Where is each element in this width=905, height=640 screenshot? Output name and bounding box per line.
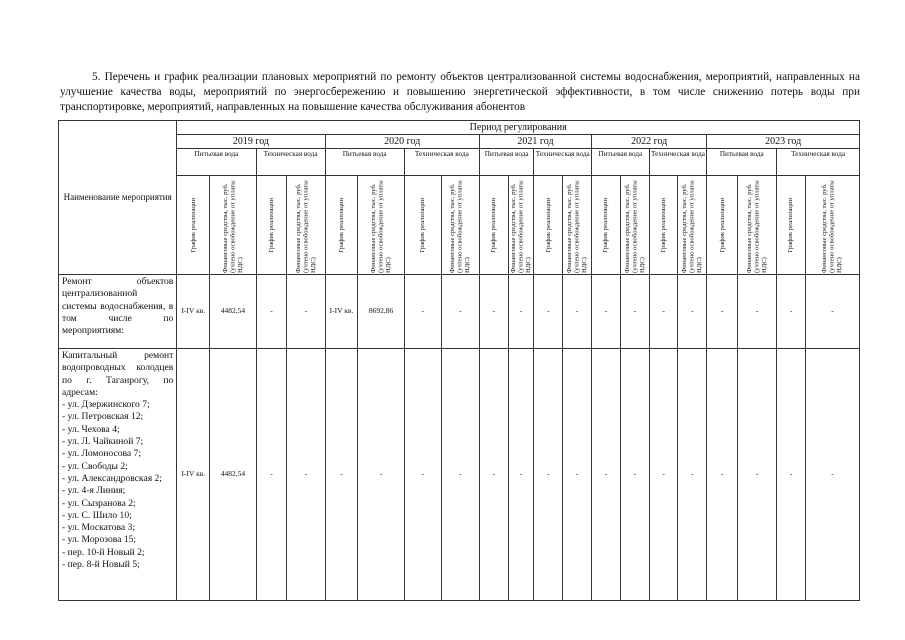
- value-cell: I-IV кв.: [177, 275, 210, 349]
- schedule-column-header: [534, 176, 563, 275]
- value-cell: -: [441, 275, 479, 349]
- column-header-text: График реализации: [602, 197, 610, 253]
- finance-column-header: [508, 176, 534, 275]
- drinking-water-header: Питьевая вода: [177, 149, 256, 176]
- document-heading: [60, 70, 860, 115]
- finance-column-header: [563, 176, 592, 275]
- value-cell: -: [649, 275, 678, 349]
- value-cell: -: [649, 349, 678, 601]
- address-item: - пер. 8-й Новый 5;: [62, 559, 140, 571]
- column-header-text: Финансовые средства, тыс. руб. (учтено освобождение от уплаты НДС): [370, 180, 392, 273]
- value-cell: -: [678, 275, 707, 349]
- period-header: Период регулирования: [177, 121, 860, 135]
- value-cell: -: [404, 349, 441, 601]
- column-headers-row: [59, 176, 860, 275]
- value-cell: I-IV кв.: [177, 349, 210, 601]
- value-cell: -: [287, 275, 325, 349]
- value-cell: 4482,54: [210, 275, 256, 349]
- table-row: [59, 349, 860, 601]
- value-cell: -: [592, 349, 621, 601]
- address-item: - ул. Ломоносова 7;: [62, 448, 142, 460]
- value-cell: -: [508, 275, 534, 349]
- address-item: - ул. Москатова 3;: [62, 522, 136, 534]
- value-cell: -: [592, 275, 621, 349]
- value-cell: -: [620, 349, 649, 601]
- column-header-text: График реализации: [718, 197, 726, 253]
- value-cell: -: [707, 349, 738, 601]
- year-header: 2019 год: [177, 135, 325, 149]
- schedule-column-header: [777, 176, 806, 275]
- years-row: [59, 135, 860, 149]
- column-header-text: График реализации: [419, 197, 427, 253]
- technical-water-header: Техническая вода: [404, 149, 479, 176]
- column-header-text: График реализации: [787, 197, 795, 253]
- column-header-text: Финансовые средства, тыс. руб. (учтено освобождение от уплаты НДС): [746, 180, 768, 273]
- address-item: - ул. Дзержинского 7;: [62, 399, 150, 411]
- technical-water-header: Техническая вода: [534, 149, 592, 176]
- schedule-column-header: [404, 176, 441, 275]
- measure-name-cell: [59, 349, 177, 601]
- value-cell: -: [678, 349, 707, 601]
- value-cell: -: [404, 275, 441, 349]
- finance-column-header: [738, 176, 777, 275]
- value-cell: -: [508, 349, 534, 601]
- value-cell: 4482,54: [210, 349, 256, 601]
- drinking-water-header: Питьевая вода: [707, 149, 777, 176]
- address-item: - ул. Чехова 4;: [62, 423, 120, 435]
- schedule-column-header: [479, 176, 508, 275]
- value-cell: -: [563, 275, 592, 349]
- address-item: - пер. 10-й Новый 2;: [62, 546, 145, 558]
- value-cell: -: [707, 275, 738, 349]
- column-header-text: Финансовые средства, тыс. руб. (учтено освобождение от уплаты НДС): [566, 180, 588, 273]
- year-header: 2023 год: [707, 135, 860, 149]
- measure-name: Капитальный ремонт водопроводных колодцев по г. Таганрогу, по адресам:: [62, 350, 174, 398]
- schedule-column-header: [177, 176, 210, 275]
- value-cell: -: [256, 349, 287, 601]
- schedule-column-header: [649, 176, 678, 275]
- finance-column-header: [441, 176, 479, 275]
- finance-column-header: [210, 176, 256, 275]
- value-cell: -: [534, 349, 563, 601]
- value-cell: -: [806, 349, 860, 601]
- value-cell: -: [325, 349, 358, 601]
- column-header-text: График реализации: [659, 197, 667, 253]
- value-cell: -: [287, 349, 325, 601]
- measure-name-cell: [59, 275, 177, 349]
- column-header-text: График реализации: [544, 197, 552, 253]
- technical-water-header: Техническая вода: [649, 149, 707, 176]
- value-cell: -: [358, 349, 404, 601]
- schedule-column-header: [592, 176, 621, 275]
- water-type-row: [59, 149, 860, 176]
- address-item: - ул. Сызранова 2;: [62, 497, 136, 509]
- year-header: 2021 год: [479, 135, 591, 149]
- address-item: - ул. С. Шило 10;: [62, 509, 132, 521]
- measure-name: Ремонт объектов централизованной системы водоснабжения, в том числе по мероприятиям:: [62, 276, 174, 337]
- drinking-water-header: Питьевая вода: [479, 149, 534, 176]
- value-cell: -: [738, 275, 777, 349]
- column-header-text: График реализации: [189, 197, 197, 253]
- value-cell: -: [777, 275, 806, 349]
- value-cell: -: [738, 349, 777, 601]
- column-header-text: Финансовые средства, тыс. руб. (учтено освобождение от уплаты НДС): [221, 180, 244, 273]
- drinking-water-header: Питьевая вода: [592, 149, 650, 176]
- value-cell: -: [441, 349, 479, 601]
- address-item: - ул. Л. Чайкиной 7;: [62, 436, 144, 448]
- table-row: [59, 275, 860, 349]
- finance-column-header: [620, 176, 649, 275]
- column-header-text: График реализации: [337, 197, 345, 253]
- address-item: - ул. 4-я Линия;: [62, 485, 126, 497]
- technical-water-header: Техническая вода: [256, 149, 325, 176]
- year-header: 2022 год: [592, 135, 707, 149]
- column-header-text: График реализации: [267, 197, 275, 253]
- value-cell: 8692,86: [358, 275, 404, 349]
- schedule-column-header: [325, 176, 358, 275]
- column-header-text: Финансовые средства, тыс. руб. (учтено освобождение от уплаты НДС): [449, 180, 472, 273]
- address-item: - ул. Морозова 15;: [62, 534, 137, 546]
- drinking-water-header: Питьевая вода: [325, 149, 404, 176]
- column-header-text: График реализации: [490, 197, 498, 253]
- address-item: - ул. Петровская 12;: [62, 411, 144, 423]
- column-header-text: Финансовые средства, тыс. руб. (учтено освобождение от уплаты НДС): [509, 180, 532, 273]
- finance-column-header: [678, 176, 707, 275]
- year-header: 2020 год: [325, 135, 479, 149]
- value-cell: -: [479, 349, 508, 601]
- value-cell: -: [534, 275, 563, 349]
- technical-water-header: Техническая вода: [777, 149, 860, 176]
- column-header-text: Финансовые средства, тыс. руб. (учтено освобождение от уплаты НДС): [294, 180, 317, 273]
- column-header-text: Финансовые средства, тыс. руб. (учтено освобождение от уплаты НДС): [821, 180, 844, 273]
- address-item: - ул. Александровская 2;: [62, 472, 162, 484]
- value-cell: -: [777, 349, 806, 601]
- value-cell: -: [563, 349, 592, 601]
- value-cell: -: [256, 275, 287, 349]
- finance-column-header: [806, 176, 860, 275]
- address-item: - ул. Свободы 2;: [62, 460, 128, 472]
- column-header-text: Финансовые средства, тыс. руб. (учтено освобождение от уплаты НДС): [623, 180, 646, 273]
- value-cell: -: [479, 275, 508, 349]
- heading-text: 5. Перечень и график реализации плановых мероприятий по ремонту объектов централизованной системы водоснабжения, мероприятий, направленных на улучшение качества воды, мероприятий по энергосбережению и повышению энергетической эффективности, в том числе снижению потерь воды при транспортировке, мероприятий, направленных на повышение качества обслуживания абонентов: [60, 71, 860, 113]
- schedule-column-header: [256, 176, 287, 275]
- schedule-column-header: [707, 176, 738, 275]
- column-header-text: Финансовые средства, тыс. руб. (учтено освобождение от уплаты НДС): [681, 180, 704, 273]
- finance-column-header: [358, 176, 404, 275]
- name-column-header: Наименование мероприятия: [59, 121, 177, 275]
- value-cell: I-IV кв.: [325, 275, 358, 349]
- value-cell: -: [806, 275, 860, 349]
- value-cell: -: [620, 275, 649, 349]
- measures-table: [58, 120, 860, 601]
- finance-column-header: [287, 176, 325, 275]
